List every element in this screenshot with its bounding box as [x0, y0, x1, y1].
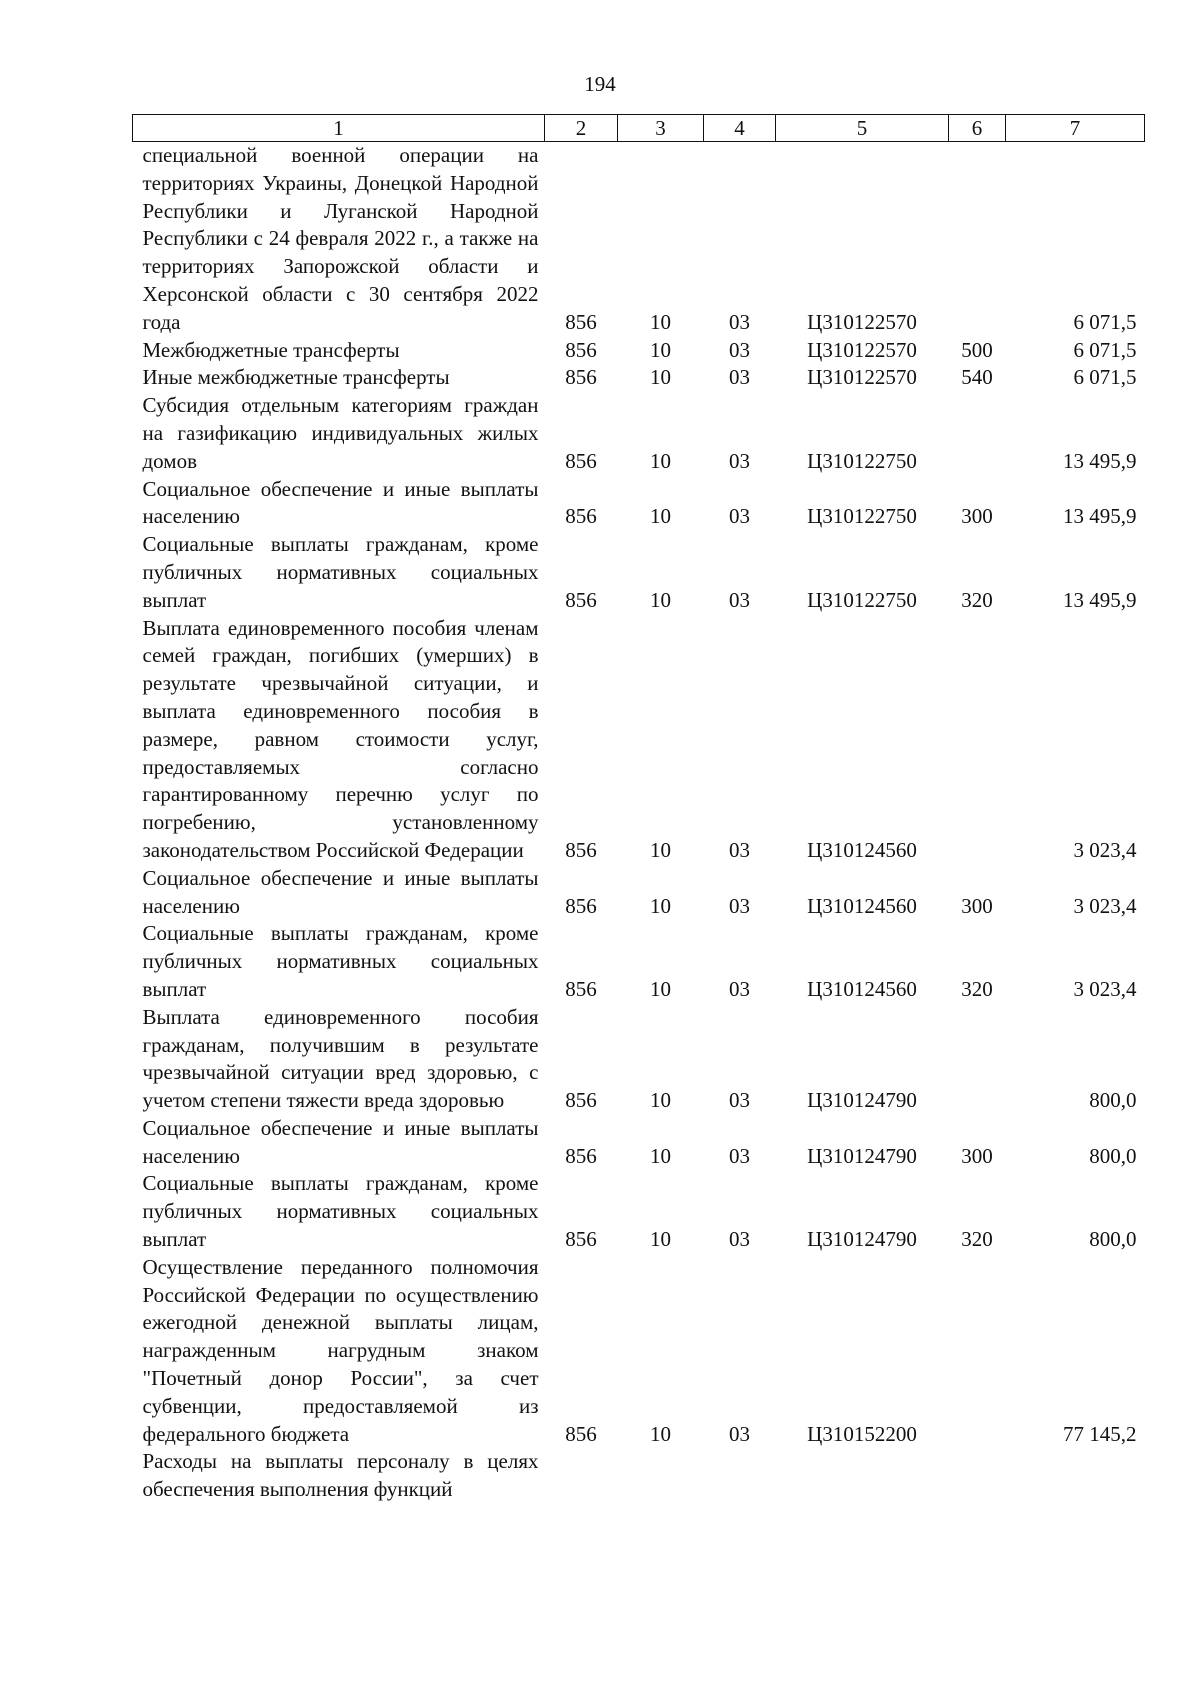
cell-amount: 13 495,9: [1063, 587, 1137, 612]
cell-code-5: Ц310122570: [807, 365, 917, 390]
cell-amount: 13 495,9: [1063, 448, 1137, 473]
row-name: Социальные выплаты гражданам, кроме публичных нормативных социальных выплат: [142, 532, 539, 612]
cell-code-4: 03: [729, 587, 750, 612]
cell-code-6: [949, 1448, 1006, 1504]
cell-code-6: [949, 1004, 1006, 1115]
cell-code-4: 03: [729, 337, 750, 362]
cell-code-3: 10: [650, 448, 671, 473]
cell-amount: 3 023,4: [1073, 837, 1137, 862]
table-row: [133, 142, 1145, 337]
cell-code-5: Ц310122570: [807, 337, 917, 362]
cell-code-4: 03: [729, 1227, 750, 1252]
row-name: Социальные выплаты гражданам, кроме публичных нормативных социальных выплат: [142, 1171, 539, 1252]
cell-code-4: 03: [729, 1088, 750, 1113]
cell-code-2: 856: [565, 337, 597, 362]
cell-code-5: Ц310124560: [807, 893, 917, 918]
cell-code-6: 320: [961, 587, 993, 612]
cell-code-6: 500: [961, 337, 993, 362]
cell-code-5: Ц310122750: [807, 504, 917, 529]
cell-code-3: 10: [650, 337, 671, 362]
table-row: [133, 615, 1145, 865]
row-name: Межбюджетные трансферты: [142, 337, 400, 362]
row-name: Выплата единовременного пособия гражданам, получившим в результате чрезвычайной ситуации вред здоровью, с учетом степени тяжести вреда здоровью: [142, 1004, 539, 1113]
cell-code-2: 856: [565, 1088, 597, 1113]
cell-code-3: 10: [650, 587, 671, 612]
table-row: [133, 865, 1145, 921]
cell-code-3: [618, 1448, 704, 1504]
cell-amount: 3 023,4: [1073, 893, 1137, 918]
cell-code-4: [704, 1448, 776, 1504]
cell-amount: 3 023,4: [1073, 976, 1137, 1001]
cell-code-4: 03: [729, 309, 750, 334]
row-name: Субсидия отдельным категориям граждан на газификацию индивидуальных жилых домов: [142, 393, 539, 473]
cell-amount: 800,0: [1089, 1088, 1137, 1113]
cell-code-4: 03: [729, 504, 750, 529]
cell-code-2: 856: [565, 504, 597, 529]
table-header: [133, 115, 1145, 142]
cell-code-6: 540: [961, 365, 993, 390]
table-body: [133, 142, 1145, 1505]
cell-amount: 13 495,9: [1063, 504, 1137, 529]
page-number: 194: [584, 72, 616, 96]
cell-code-2: 856: [565, 448, 597, 473]
cell-code-3: 10: [650, 837, 671, 862]
row-name: Социальные выплаты гражданам, кроме публичных нормативных социальных выплат: [142, 921, 539, 1001]
cell-code-4: 03: [729, 976, 750, 1001]
cell-code-6: [949, 615, 1006, 865]
cell-code-5: [776, 1448, 949, 1504]
column-header-2: 2: [545, 115, 618, 142]
cell-code-5: Ц310122570: [807, 309, 917, 334]
cell-amount: 6 071,5: [1073, 365, 1137, 390]
row-name: Социальное обеспечение и иные выплаты населению: [142, 1115, 539, 1168]
cell-code-4: 03: [729, 1421, 750, 1446]
table-row: [133, 392, 1145, 475]
cell-code-5: Ц310124790: [807, 1227, 917, 1252]
cell-code-3: 10: [650, 504, 671, 529]
cell-code-2: 856: [565, 309, 597, 334]
table-row: [133, 531, 1145, 614]
column-header-4: 4: [704, 115, 776, 142]
cell-code-4: 03: [729, 365, 750, 390]
cell-amount: 800,0: [1089, 1227, 1137, 1252]
row-name: Социальное обеспечение и иные выплаты населению: [142, 865, 539, 918]
cell-code-2: 856: [565, 893, 597, 918]
cell-code-6: 300: [961, 504, 993, 529]
table-row: [133, 364, 1145, 392]
cell-code-3: 10: [650, 1421, 671, 1446]
row-name: Осуществление переданного полномочия Российской Федерации по осуществлению ежегодной денежной выплаты лицам, награжденным нагрудным знаком "Почетный донор России", за счет субвенции, предоставляемой из федерального бюджета: [142, 1254, 539, 1446]
column-header-3: 3: [618, 115, 704, 142]
table-row: [133, 337, 1145, 365]
cell-amount: 6 071,5: [1073, 309, 1137, 334]
cell-code-5: Ц310122750: [807, 587, 917, 612]
cell-code-3: 10: [650, 1143, 671, 1168]
cell-code-5: Ц310124790: [807, 1088, 917, 1113]
cell-code-6: 300: [961, 893, 993, 918]
cell-code-2: 856: [565, 587, 597, 612]
row-name: Расходы на выплаты персоналу в целях обеспечения выполнения функций: [142, 1449, 539, 1502]
cell-code-2: 856: [565, 1227, 597, 1252]
cell-code-3: 10: [650, 1088, 671, 1113]
cell-code-6: 320: [961, 976, 993, 1001]
cell-code-6: [949, 142, 1006, 337]
cell-code-6: 320: [961, 1227, 993, 1252]
cell-code-2: 856: [565, 1143, 597, 1168]
cell-code-3: 10: [650, 893, 671, 918]
cell-code-5: Ц310124790: [807, 1143, 917, 1168]
row-name: Социальное обеспечение и иные выплаты населению: [142, 476, 539, 529]
table-row: [133, 920, 1145, 1003]
cell-code-3: 10: [650, 1227, 671, 1252]
cell-code-6: [949, 392, 1006, 475]
cell-code-2: [545, 1448, 618, 1504]
table-row: [133, 1115, 1145, 1171]
table-row: [133, 476, 1145, 532]
row-name: специальной военной операции на территориях Украины, Донецкой Народной Республики и Луганской Народной Республики с 24 февраля 2022 г., а также на территориях Запорожской области и Херсонской области с 30 сентября 2022 года: [142, 143, 539, 334]
table-row: [133, 1448, 1145, 1504]
cell-code-4: 03: [729, 448, 750, 473]
cell-code-2: 856: [565, 1421, 597, 1446]
cell-code-5: Ц310124560: [807, 976, 917, 1001]
cell-code-6: [949, 1254, 1006, 1449]
cell-code-2: 856: [565, 365, 597, 390]
cell-code-5: Ц310124560: [807, 837, 917, 862]
cell-code-3: 10: [650, 365, 671, 390]
cell-code-4: 03: [729, 1143, 750, 1168]
cell-code-5: Ц310152200: [807, 1421, 917, 1446]
cell-amount: 6 071,5: [1073, 337, 1137, 362]
cell-code-6: 300: [961, 1143, 993, 1168]
table-row: [133, 1254, 1145, 1449]
budget-table: [132, 114, 1145, 1504]
cell-amount: 77 145,2: [1063, 1421, 1137, 1446]
header-row: [133, 115, 1145, 142]
cell-code-4: 03: [729, 893, 750, 918]
table-row: [133, 1170, 1145, 1253]
row-name: Иные межбюджетные трансферты: [142, 365, 450, 390]
cell-code-5: Ц310122750: [807, 448, 917, 473]
cell-amount: 800,0: [1089, 1143, 1137, 1168]
cell-code-3: 10: [650, 309, 671, 334]
table-row: [133, 1004, 1145, 1115]
cell-code-2: 856: [565, 976, 597, 1001]
cell-code-3: 10: [650, 976, 671, 1001]
column-header-1: 1: [133, 115, 545, 142]
column-header-5: 5: [776, 115, 949, 142]
cell-amount: [1006, 1448, 1145, 1504]
cell-code-2: 856: [565, 837, 597, 862]
column-header-6: 6: [949, 115, 1006, 142]
cell-code-4: 03: [729, 837, 750, 862]
row-name: Выплата единовременного пособия членам семей граждан, погибших (умерших) в результате чрезвычайной ситуации, и выплата единовременного пособия в размере, равном стоимости услуг, предоставляемых согласно гарантированному перечню услуг по погребению, установленному законодательством Российской Федерации: [142, 615, 539, 862]
column-header-7: 7: [1006, 115, 1145, 142]
